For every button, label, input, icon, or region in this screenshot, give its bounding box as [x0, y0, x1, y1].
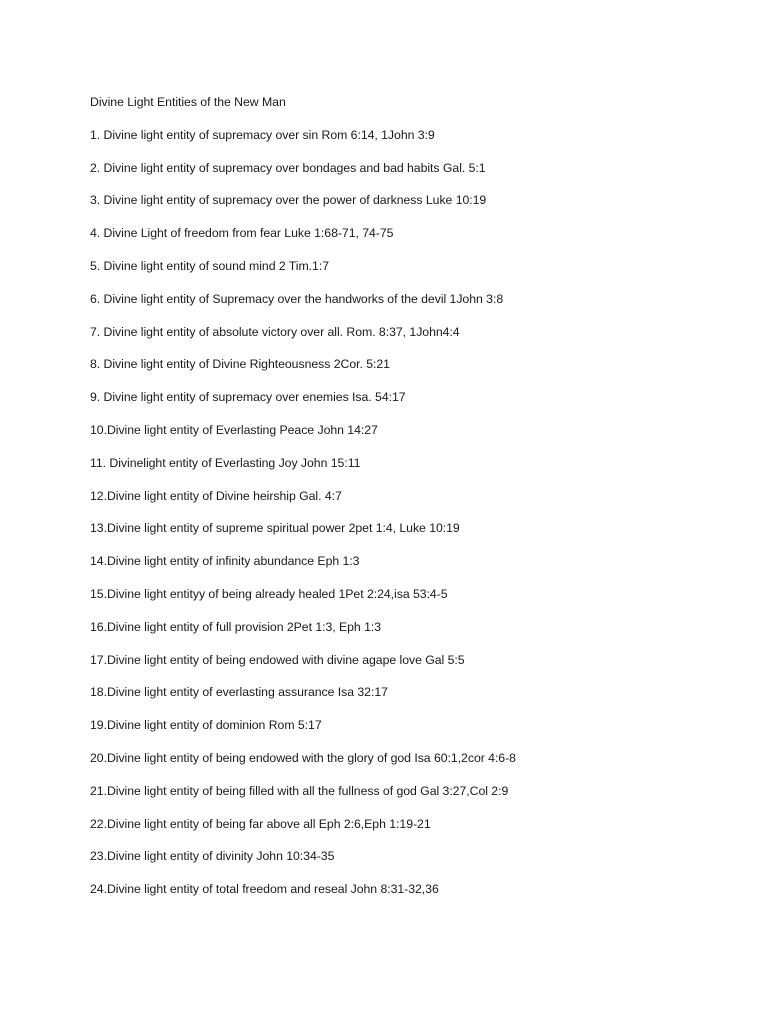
list-item: 12.Divine light entity of Divine heirship Gal. 4:7	[90, 488, 342, 503]
document-body	[90, 93, 730, 913]
list-item: 24.Divine light entity of total freedom and reseal John 8:31-32,36	[90, 882, 439, 897]
list-item: 23.Divine light entity of divinity John 10:34-35	[90, 849, 335, 864]
list-item: 21.Divine light entity of being filled with all the fullness of god Gal 3:27,Col 2:9	[90, 783, 509, 798]
list-item: 7. Divine light entity of absolute victory over all. Rom. 8:37, 1John4:4	[90, 324, 460, 339]
list-item: 15.Divine light entityy of being already healed 1Pet 2:24,isa 53:4-5	[90, 586, 448, 601]
document-title: Divine Light Entities of the New Man	[90, 95, 286, 109]
list-item: 16.Divine light entity of full provision 2Pet 1:3, Eph 1:3	[90, 619, 382, 634]
list-item: 11. Divinelight entity of Everlasting Joy John 15:11	[90, 455, 361, 470]
list-item: 14.Divine light entity of infinity abundance Eph 1:3	[90, 554, 360, 569]
list-item: 17.Divine light entity of being endowed with divine agape love Gal 5:5	[90, 652, 465, 667]
list-item: 8. Divine light entity of Divine Righteousness 2Cor. 5:21	[90, 357, 390, 372]
list-item: 13.Divine light entity of supreme spiritual power 2pet 1:4, Luke 10:19	[90, 521, 460, 536]
list-item: 1. Divine light entity of supremacy over sin Rom 6:14, 1John 3:9	[90, 127, 435, 142]
list-item: 10.Divine light entity of Everlasting Peace John 14:27	[90, 422, 378, 437]
list-item: 20.Divine light entity of being endowed with the glory of god Isa 60:1,2cor 4:6-8	[90, 750, 516, 765]
list-item: 18.Divine light entity of everlasting assurance Isa 32:17	[90, 685, 388, 700]
list-item: 19.Divine light entity of dominion Rom 5:17	[90, 718, 322, 733]
list-item: 3. Divine light entity of supremacy over the power of darkness Luke 10:19	[90, 193, 487, 208]
list-item: 5. Divine light entity of sound mind 2 Tim.1:7	[90, 258, 329, 273]
list-item: 4. Divine Light of freedom from fear Luke 1:68-71, 74-75	[90, 226, 394, 241]
list-item: 9. Divine light entity of supremacy over enemies Isa. 54:17	[90, 390, 406, 405]
entity-list	[90, 126, 730, 898]
list-item: 22.Divine light entity of being far above all Eph 2:6,Eph 1:19-21	[90, 816, 431, 831]
list-item: 6. Divine light entity of Supremacy over the handworks of the devil 1John 3:8	[90, 291, 504, 306]
list-item: 2. Divine light entity of supremacy over bondages and bad habits Gal. 5:1	[90, 160, 486, 175]
